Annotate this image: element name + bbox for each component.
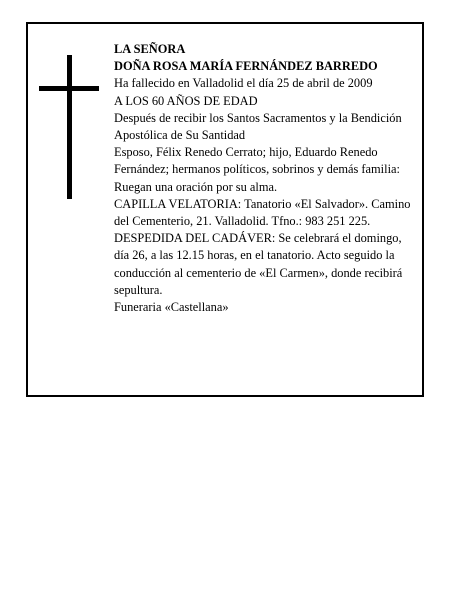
farewell-info: DESPEDIDA DEL CADÁVER: Se celebrará el domingo, día 26, a las 12.15 horas, en el tanatorio. Acto seguido la conducción al cementerio de «El Carmen», donde recibirá sepultura. [114,231,403,297]
obituary-notice [26,22,424,397]
obituary-text [114,41,416,316]
chapel-info: CAPILLA VELATORIA: Tanatorio «El Salvador». Camino del Cementerio, 21. Valladolid. Tfno.: 983 251 225. [114,196,411,229]
sacraments-statement: Después de recibir los Santos Sacramentos y la Bendición Apostólica de Su Santidad [114,110,402,143]
funeral-home: Funeraria «Castellana» [114,300,229,315]
cross-icon [39,55,99,199]
family-statement: Esposo, Félix Renedo Cerrato; hijo, Eduardo Renedo Fernández; hermanos políticos, sobrinos y demás familia: [114,145,400,177]
cross-horizontal-bar [39,86,99,91]
cross-vertical-bar [67,55,72,199]
death-statement: Ha fallecido en Valladolid el día 25 de abril de 2009 [114,76,373,91]
prayer-request: Ruegan una oración por su alma. [114,179,278,194]
deceased-title: LA SEÑORA [114,42,186,56]
age-statement: A LOS 60 AÑOS DE EDAD [114,93,258,108]
deceased-name: DOÑA ROSA MARÍA FERNÁNDEZ BARREDO [114,59,378,74]
